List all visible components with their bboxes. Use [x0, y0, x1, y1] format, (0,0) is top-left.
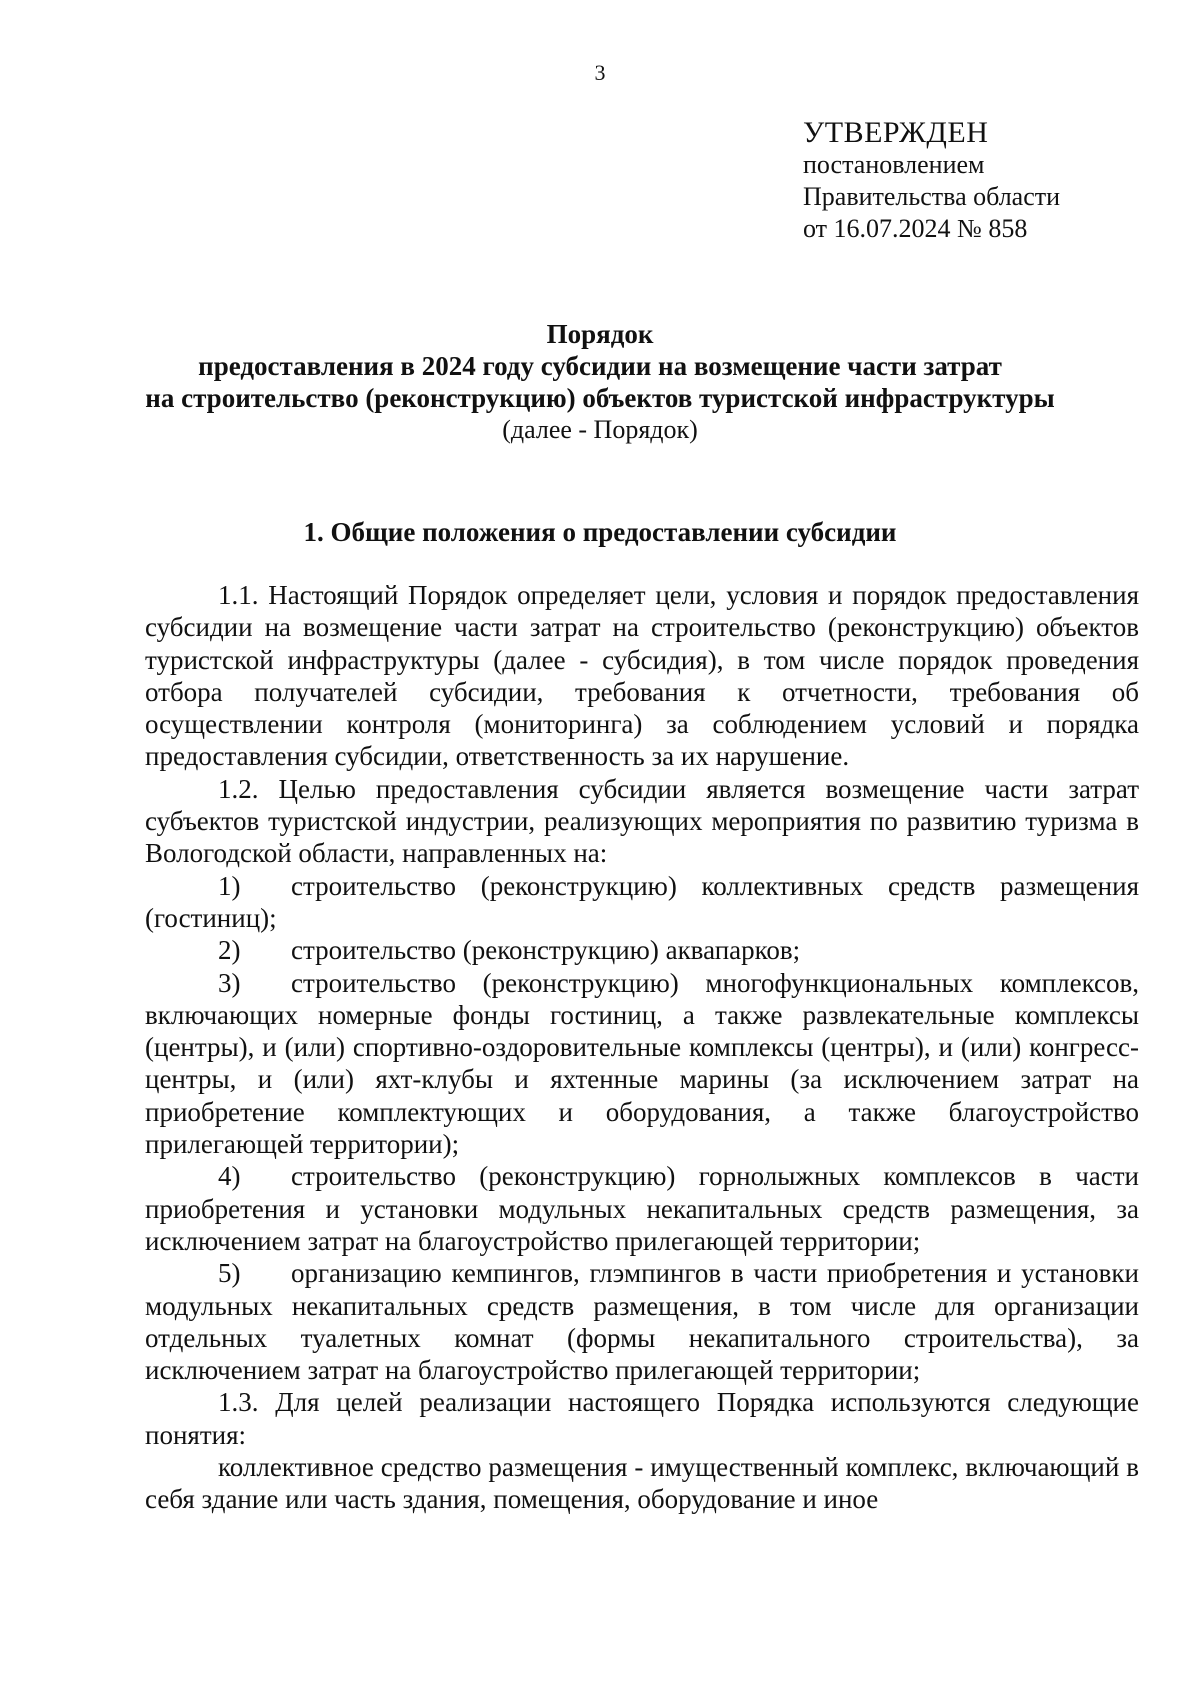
approval-stamp	[803, 117, 1060, 245]
list-item	[145, 1160, 1139, 1257]
paragraph-1-3: 1.3. Для целей реализации настоящего Порядка используются следующие понятия:	[145, 1387, 1139, 1450]
paragraph-definition: коллективное средство размещения - имущественный комплекс, включающий в себя здание или часть здания, помещения, оборудование и иное	[145, 1452, 1139, 1515]
document-alias: (далее - Порядок)	[502, 415, 698, 444]
approval-line: от 16.07.2024 № 858	[803, 214, 1028, 243]
paragraph-1-1: 1.1. Настоящий Порядок определяет цели, условия и порядок предоставления субсидии на возмещение части затрат на строительство (реконструкцию) объектов туристской инфраструктуры (далее - субсидия), в том числе порядок проведения отбора получателей субсидии, требования к отчетности, требования об осуществлении контроля (мониторинга) за соблюдением условий и порядка предоставления субсидии, ответственность за их нарушение.	[145, 580, 1139, 772]
approval-line: Правительства области	[803, 182, 1061, 211]
list-item	[145, 967, 1139, 1161]
document-title: Порядок	[546, 319, 654, 349]
paragraph-1-2: 1.2. Целью предоставления субсидии является возмещение части затрат субъектов туристской индустрии, реализующих мероприятия по развитию туризма в Вологодской области, направленных на:	[145, 773, 1139, 869]
section-body	[145, 579, 1139, 1516]
list-item	[145, 1257, 1139, 1386]
list-item-number: 5)	[218, 1258, 241, 1289]
list-item-text: строительство (реконструкцию) коллективных средств размещения (гостиниц);	[145, 870, 1139, 933]
list-item-number: 4)	[218, 1161, 241, 1192]
list-item-text: строительство (реконструкцию) горнолыжных комплексов в части приобретения и установки модульных некапитальных средств размещения, за исключением затрат на благоустройство прилегающей территории;	[145, 1161, 1139, 1256]
document-subtitle: на строительство (реконструкцию) объектов туристской инфраструктуры	[145, 383, 1055, 413]
document-title-block	[110, 318, 1090, 446]
list-item-text: строительство (реконструкцию) аквапарков;	[291, 935, 801, 966]
document-subtitle: предоставления в 2024 году субсидии на возмещение части затрат	[198, 351, 1002, 381]
approval-title: УТВЕРЖДЕН	[803, 116, 989, 149]
section-heading: 1. Общие положения о предоставлении субсидии	[303, 517, 897, 547]
list-item	[145, 934, 1139, 966]
list-item	[145, 870, 1139, 935]
list-item-number: 2)	[218, 935, 241, 966]
list-item-number: 3)	[218, 967, 241, 998]
list-item-text: строительство (реконструкцию) многофункциональных комплексов, включающих номерные фонды гостиниц, а также развлекательные комплексы (центры), и (или) спортивно-оздоровительные комплексы (центры), и (или) конгресс-центры, и (или) яхт-клубы и яхтенные марины (за исключением затрат на приобретение комплектующих и оборудования, а также благоустройство прилегающей территории);	[145, 967, 1139, 1160]
approval-line: постановлением	[803, 150, 985, 179]
page-number: 3	[594, 60, 606, 85]
list-item-number: 1)	[218, 870, 241, 901]
list-item-text: организацию кемпингов, глэмпингов в части приобретения и установки модульных некапитальных средств размещения, в том числе для организации отдельных туалетных комнат (формы некапитального строительства), за исключением затрат на благоустройство прилегающей территории;	[145, 1258, 1139, 1386]
